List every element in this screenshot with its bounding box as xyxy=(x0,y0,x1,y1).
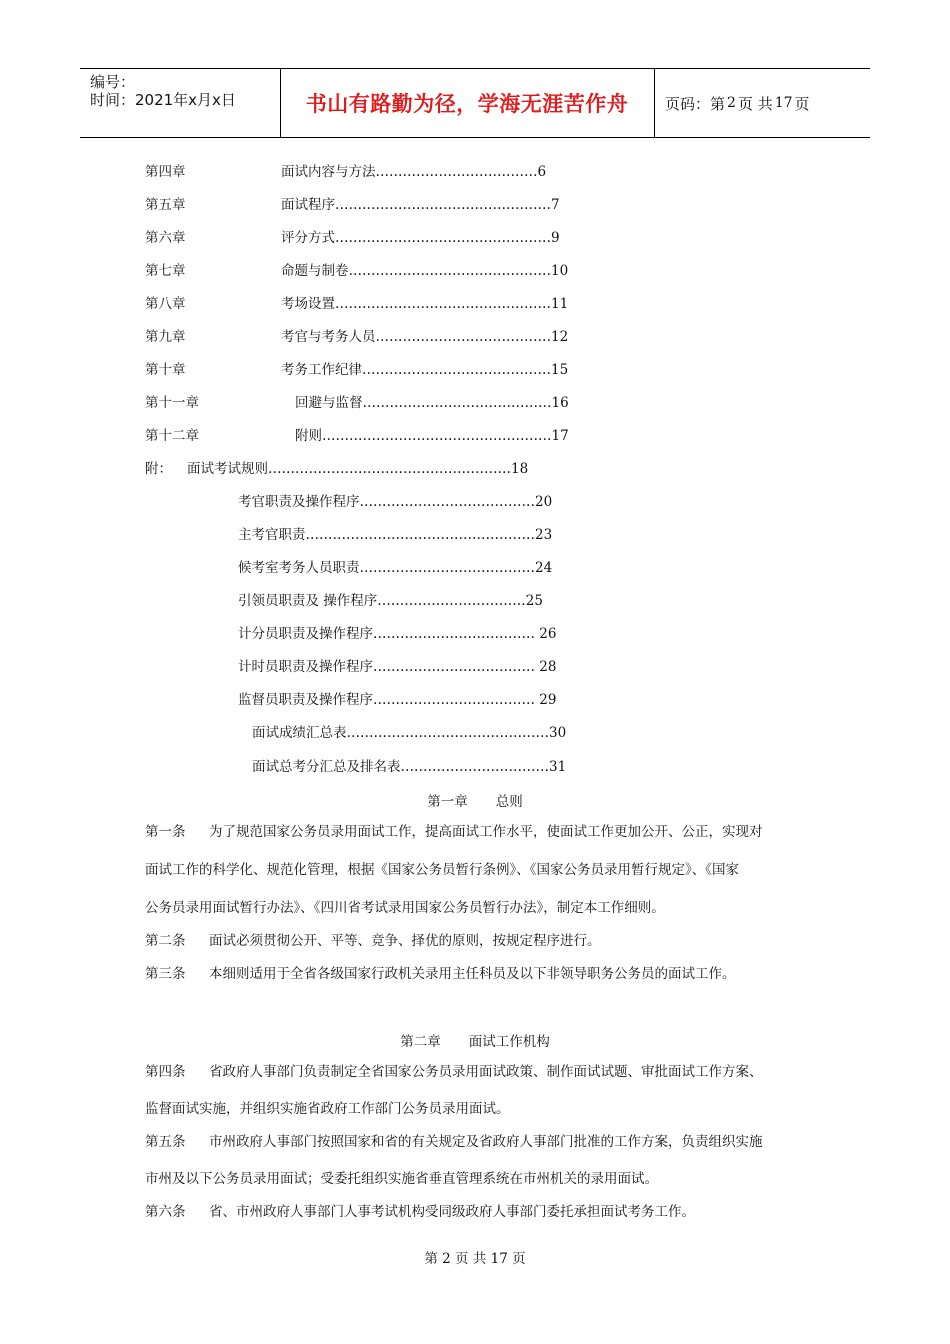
article-label: 第三条 xyxy=(145,966,186,982)
toc-chapter: 第六章 xyxy=(145,230,186,246)
article xyxy=(145,1063,763,1081)
article-text: 本细则适用于全省各级国家行政机关录用主任科员及以下非领导职务公务员的面试工作。 xyxy=(209,966,736,982)
appendix-first: 面试考试规则………………………………………………18 xyxy=(187,461,529,477)
appendix-item-title: 引领员职责及 操作程序……………………………25 xyxy=(238,593,543,609)
article xyxy=(145,823,763,841)
toc-chapter: 第七章 xyxy=(145,263,186,279)
page-number: 2 xyxy=(727,95,736,111)
article-label: 第四条 xyxy=(145,1064,186,1080)
toc-title: 考场设置…………………………………………11 xyxy=(281,296,569,312)
toc-chapter: 第八章 xyxy=(145,296,186,312)
chapter-title: 面试工作机构 xyxy=(468,1034,550,1050)
chapter-number: 第一章 xyxy=(427,794,468,810)
article-line: 公务员录用面试暂行办法》、《四川省考试录用国家公务员暂行办法》，制定本工作细则。 xyxy=(145,900,665,916)
chapter-title: 总则 xyxy=(495,794,523,810)
article-line: 面试工作的科学化、规范化管理，根据《国家公务员暂行条例》、《国家公务员录用暂行规定》、《国家 xyxy=(145,862,739,878)
article-line: 市州及以下公务员录用面试；受委托组织实施省垂直管理系统在市州机关的录用面试。 xyxy=(145,1171,658,1187)
appendix-item-title: 计分员职责及操作程序……………………………… 26 xyxy=(238,626,557,642)
header-divider xyxy=(654,69,655,137)
toc-chapter: 第十一章 xyxy=(145,395,199,411)
header-meta xyxy=(80,69,280,137)
article-line: 监督面试实施，并组织实施省政府工作部门公务员录用面试。 xyxy=(145,1101,510,1117)
toc-chapter: 第九章 xyxy=(145,329,186,345)
article xyxy=(145,1203,695,1221)
appendix-item-title: 面试成绩汇总表………………………………………30 xyxy=(252,725,567,741)
toc-title: 面试程序…………………………………………7 xyxy=(281,197,560,213)
appendix-item-title: 主考官职责……………………………………………23 xyxy=(238,527,553,543)
page-label-b: 页 共 xyxy=(737,94,773,113)
toc-title: 考官与考务人员…………………………………12 xyxy=(281,329,569,345)
toc-title: 回避与监督……………………………………16 xyxy=(295,395,569,411)
article xyxy=(145,965,736,983)
toc-title: 面试内容与方法………………………………6 xyxy=(281,164,547,180)
article-label: 第六条 xyxy=(145,1204,186,1220)
article-label: 第五条 xyxy=(145,1134,186,1150)
page-footer: 第 2 页 共 17 页 xyxy=(424,1251,526,1267)
appendix-item-title: 监督员职责及操作程序……………………………… 29 xyxy=(238,692,557,708)
toc-title: 命题与制卷………………………………………10 xyxy=(281,263,569,279)
toc-chapter: 第四章 xyxy=(145,164,186,180)
article-text: 为了规范国家公务员录用面试工作，提高面试工作水平，使面试工作更加公开、公正，实现对 xyxy=(209,824,763,840)
page-label-a: 页码：第 xyxy=(665,94,726,113)
chapter-heading xyxy=(0,790,950,810)
article-text: 省政府人事部门负责制定全省国家公务员录用面试政策、制作面试试题、审批面试工作方案、 xyxy=(209,1064,763,1080)
doc-number-label: 编号： xyxy=(90,73,136,91)
appendix-item-title: 计时员职责及操作程序……………………………… 28 xyxy=(238,659,557,675)
toc-title: 评分方式…………………………………………9 xyxy=(281,230,560,246)
chapter-number: 第二章 xyxy=(400,1034,441,1050)
appendix-item-title: 面试总考分汇总及排名表……………………………31 xyxy=(252,759,567,775)
toc-title: 考务工作纪律……………………………………15 xyxy=(281,362,569,378)
article-text: 省、市州政府人事部门人事考试机构受同级政府人事部门委托承担面试考务工作。 xyxy=(209,1204,695,1220)
toc-chapter: 第十二章 xyxy=(145,428,199,444)
chapter-heading xyxy=(0,1030,950,1050)
toc-title: 附则……………………………………………17 xyxy=(295,428,569,444)
article-label: 第一条 xyxy=(145,824,186,840)
article-text: 市州政府人事部门按照国家和省的有关规定及省政府人事部门批准的工作方案，负责组织实施 xyxy=(209,1134,763,1150)
article-label: 第二条 xyxy=(145,933,186,949)
article-text: 面试必须贯彻公开、平等、竞争、择优的原则，按规定程序进行。 xyxy=(209,933,601,949)
appendix-item-title: 候考室考务人员职责…………………………………24 xyxy=(238,560,553,576)
appendix-label: 附： xyxy=(145,461,172,477)
page-header xyxy=(80,68,870,138)
doc-time: 时间：2021年x月x日 xyxy=(90,91,236,109)
page-total: 17 xyxy=(774,95,793,111)
article xyxy=(145,932,601,950)
toc-chapter: 第五章 xyxy=(145,197,186,213)
page-label-c: 页 xyxy=(794,94,810,113)
header-page-info xyxy=(665,69,870,137)
appendix-item-title: 考官职责及操作程序…………………………………20 xyxy=(238,494,553,510)
toc-chapter: 第十章 xyxy=(145,362,186,378)
article xyxy=(145,1133,763,1151)
header-motto: 书山有路勤为径，学海无涯苦作舟 xyxy=(305,92,629,116)
